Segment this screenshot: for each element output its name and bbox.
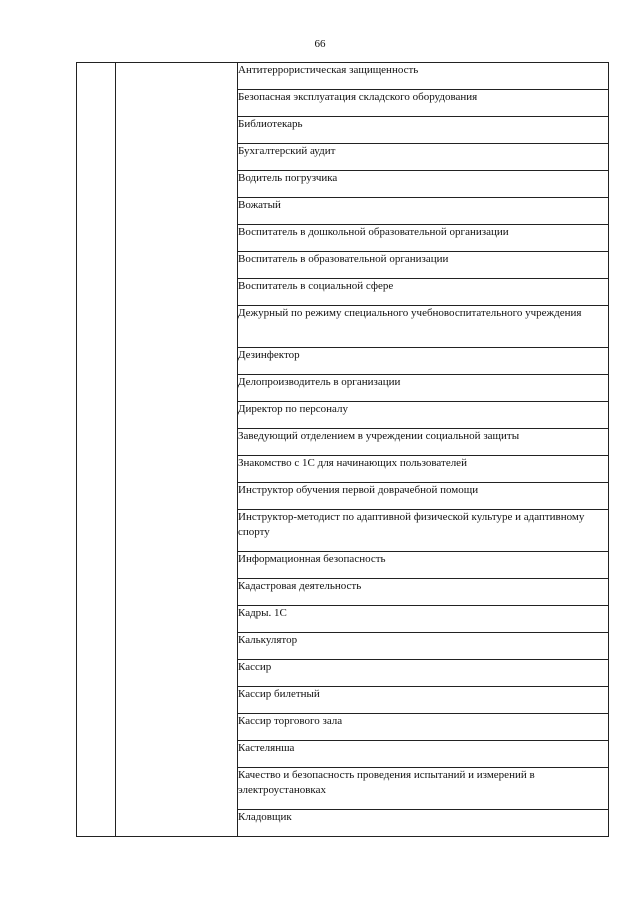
program-title: Воспитатель в дошкольной образовательной организации [238,225,609,252]
program-title: Кассир [238,660,609,687]
program-title: Водитель погрузчика [238,171,609,198]
program-title: Кадастровая деятельность [238,579,609,606]
program-title: Делопроизводитель в организации [238,375,609,402]
program-title: Безопасная эксплуатация складского оборудования [238,90,609,117]
program-title: Кладовщик [238,810,609,837]
program-title: Антитеррористическая защищенность [238,63,609,90]
program-title: Библиотекарь [238,117,609,144]
program-table [76,62,609,837]
program-title: Воспитатель в образовательной организации [238,252,609,279]
page-number: 66 [314,38,326,50]
number-cell [77,63,116,837]
program-title: Информационная безопасность [238,552,609,579]
program-title: Знакомство с 1С для начинающих пользователей [238,456,609,483]
program-title: Вожатый [238,198,609,225]
program-title: Кассир торгового зала [238,714,609,741]
category-cell [116,63,238,837]
program-title: Калькулятор [238,633,609,660]
program-title: Бухгалтерский аудит [238,144,609,171]
program-title: Кассир билетный [238,687,609,714]
program-title: Инструктор обучения первой доврачебной помощи [238,483,609,510]
program-title: Дезинфектор [238,348,609,375]
program-title: Кадры. 1С [238,606,609,633]
program-title: Инструктор-методист по адаптивной физической культуре и адаптивному спорту [238,510,609,552]
program-title: Заведующий отделением в учреждении социальной защиты [238,429,609,456]
program-title: Кастелянша [238,741,609,768]
program-title: Воспитатель в социальной сфере [238,279,609,306]
program-title: Директор по персоналу [238,402,609,429]
program-title: Качество и безопасность проведения испытаний и измерений в электроустановках [238,768,609,810]
table-row [77,63,609,90]
program-title: Дежурный по режиму специального учебновоспитательного учреждения [238,306,609,348]
